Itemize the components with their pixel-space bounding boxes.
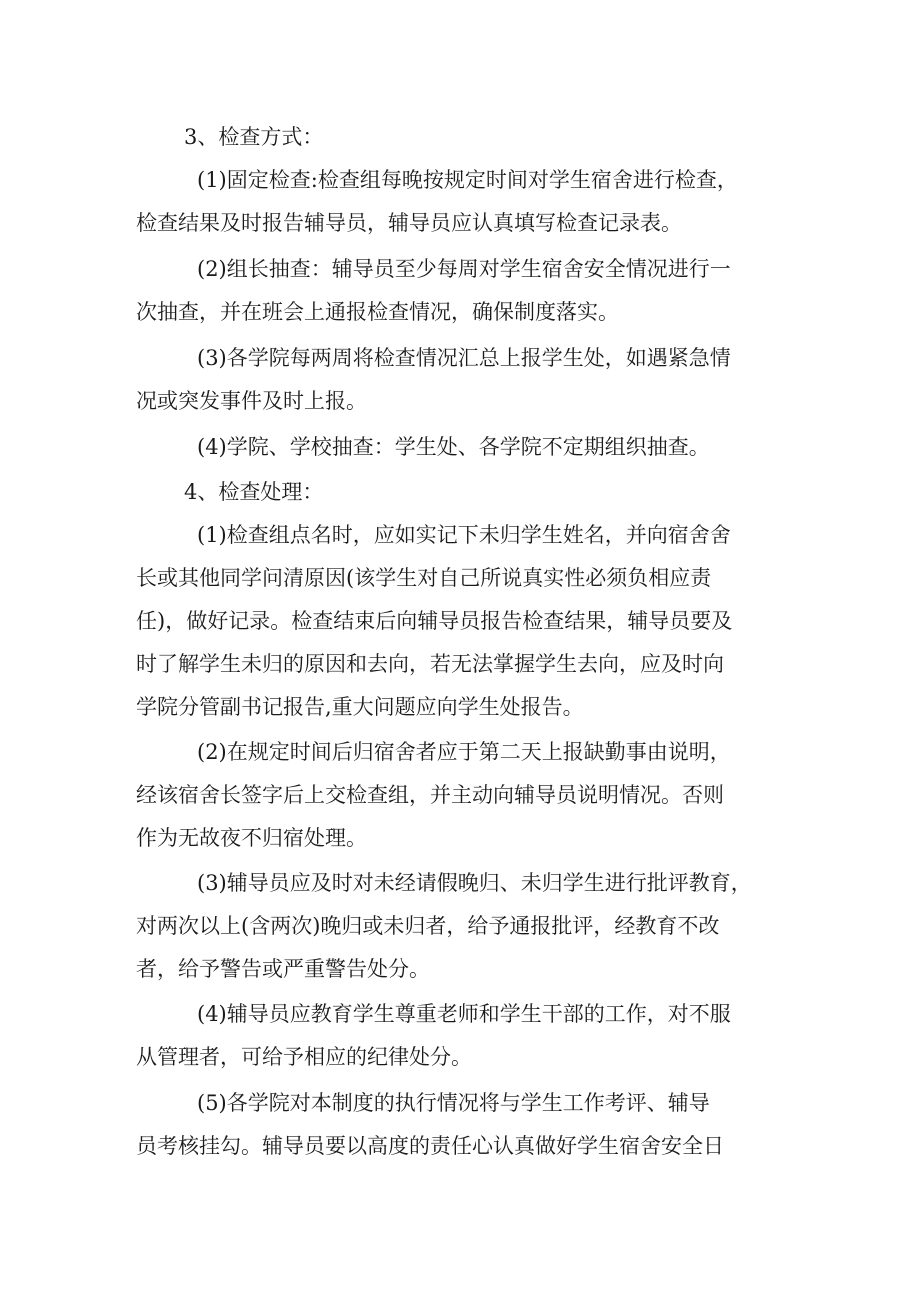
section-4-item-5-line-2: 员考核挂勾。辅导员要以高度的责任心认真做好学生宿舍安全日 (136, 1134, 724, 1158)
section-3-item-4-line-1: (4)学院、学校抽查：学生处、各学院不定期组织抽查。 (197, 435, 710, 459)
section-3-heading: 3、检查方式： (184, 125, 324, 149)
section-3-item-1-line-2: 检查结果及时报告辅导员，辅导员应认真填写检查记录表。 (136, 211, 682, 235)
section-4-item-4-line-1: (4)辅导员应教育学生尊重老师和学生干部的工作，对不服 (197, 1002, 731, 1026)
section-4-item-4-line-2: 从管理者，可给予相应的纪律处分。 (136, 1045, 472, 1069)
section-3-item-3-line-1: (3)各学院每两周将检查情况汇总上报学生处，如遇紧急情 (197, 346, 731, 370)
section-4-item-1-line-1: (1)检查组点名时，应如实记下未归学生姓名，并向宿舍舍 (197, 523, 731, 547)
section-4-item-2-line-1: (2)在规定时间后归宿舍者应于第二天上报缺勤事由说明， (197, 740, 731, 764)
section-4-item-5-line-1: (5)各学院对本制度的执行情况将与学生工作考评、辅导 (197, 1091, 710, 1115)
section-4-item-1-line-4: 时了解学生未归的原因和去向，若无法掌握学生去向，应及时向 (136, 652, 724, 676)
section-3-item-3-line-2: 况或突发事件及时上报。 (136, 389, 367, 413)
section-4-item-2-line-2: 经该宿舍长签字后上交检查组，并主动向辅导员说明情况。否则 (136, 783, 724, 807)
section-3-item-1-line-1: (1)固定检查:检查组每晚按规定时间对学生宿舍进行检查， (197, 168, 738, 192)
section-3-item-2-line-1: (2)组长抽查：辅导员至少每周对学生宿舍安全情况进行一 (197, 257, 731, 281)
section-3-item-2-line-2: 次抽查，并在班会上通报检查情况，确保制度落实。 (136, 300, 619, 324)
section-4-heading: 4、检查处理： (184, 480, 324, 504)
section-4-item-3-line-1: (3)辅导员应及时对未经请假晚归、未归学生进行批评教育， (197, 871, 752, 895)
section-4-item-2-line-3: 作为无故夜不归宿处理。 (136, 826, 367, 850)
section-4-item-3-line-3: 者，给予警告或严重警告处分。 (136, 957, 430, 981)
section-4-item-1-line-3: 任)，做好记录。检查结束后向辅导员报告检查结果，辅导员要及 (136, 609, 733, 633)
section-4-item-3-line-2: 对两次以上(含两次)晚归或未归者，给予通报批评，经教育不改 (136, 914, 720, 938)
section-4-item-1-line-2: 长或其他同学问清原因(该学生对自己所说真实性必须负相应责 (136, 566, 712, 590)
section-4-item-1-line-5: 学院分管副书记报告,重大问题应向学生处报告。 (136, 695, 584, 719)
